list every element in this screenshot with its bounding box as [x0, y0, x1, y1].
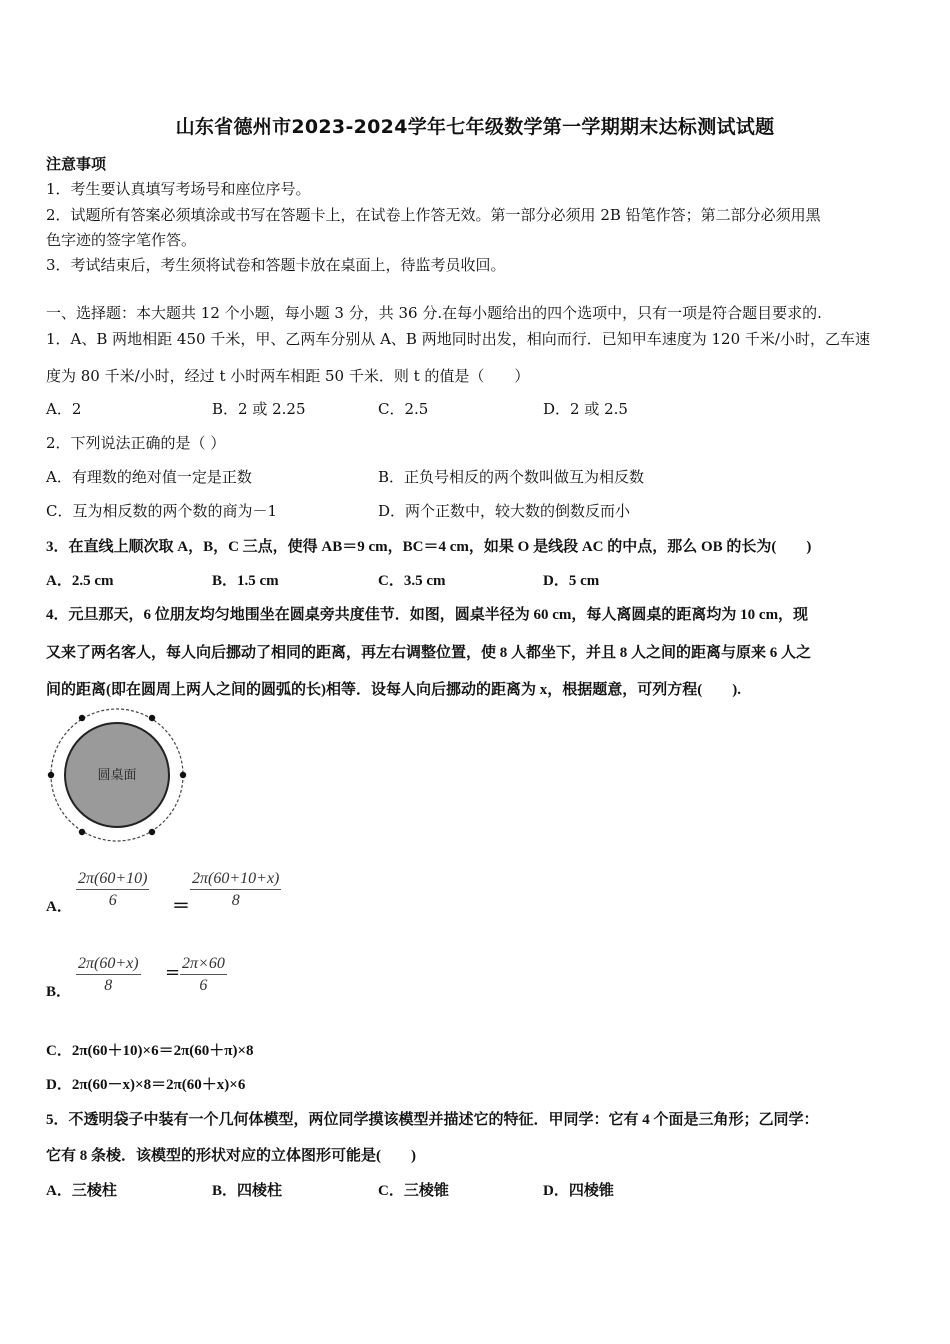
section-heading: 一、选择题：本大题共 12 个小题，每小题 3 分，共 36 分.在每小题给出的四个选项中，只有一项是符合题目要求的.: [46, 304, 822, 322]
denominator: 6: [108, 892, 117, 909]
question-4-text: 间的距离(即在圆周上两人之间的圆弧的长)相等．设每人向后挪动的距离为 x，根据题意，可列方程( ).: [46, 682, 741, 698]
notice-item: 3．考试结束后，考生须将试卷和答题卡放在桌面上，待监考员收回。: [46, 256, 506, 274]
numerator: 2π(60+x): [76, 955, 141, 975]
q3-option-c: C．3.5 cm: [378, 573, 446, 589]
q3-option-a: A．2.5 cm: [46, 573, 114, 589]
q3-option-b: B．1.5 cm: [212, 573, 279, 589]
q4-option-a-label: A．: [46, 899, 72, 915]
question-5-text: 5．不透明袋子中装有一个几何体模型，两位同学摸该模型并描述它的特征．甲同学：它有 4 个面是三角形；乙同学：: [46, 1112, 819, 1128]
q5-option-b: B．四棱柱: [212, 1183, 283, 1199]
notice-item: 1．考生要认真填写考场号和座位序号。: [46, 180, 311, 198]
q3-option-d: D．5 cm: [543, 573, 600, 589]
seat-dot: [48, 772, 54, 778]
notice-item: 色字迹的签字笔作答。: [46, 231, 197, 249]
equals-sign: =: [165, 962, 181, 983]
seat-dot: [180, 772, 186, 778]
q2-option-b: B．正负号相反的两个数叫做互为相反数: [378, 468, 645, 486]
q2-option-d: D．两个正数中，较大数的倒数反而小: [378, 502, 631, 520]
q1-option-a: A．2: [46, 400, 82, 418]
question-2-text: 2．下列说法正确的是（ ）: [46, 434, 226, 452]
numerator: 2π(60+10+x): [190, 870, 281, 890]
q4-option-b-label: B．: [46, 984, 72, 1000]
seat-dot: [79, 715, 85, 721]
q1-option-d: D．2 或 2.5: [543, 400, 628, 418]
notice-heading: 注意事项: [46, 155, 107, 173]
q2-option-c: C．互为相反数的两个数的商为－1: [46, 502, 278, 520]
q5-option-a: A．三棱柱: [46, 1183, 117, 1199]
seat-dot: [79, 829, 85, 835]
question-4-text: 又来了两名客人，每人向后挪动了相同的距离，再左右调整位置，使 8 人都坐下，并且 8 人之间的距离与原来 6 人之: [46, 645, 812, 661]
q1-option-c: C．2.5: [378, 400, 429, 418]
question-3-text: 3．在直线上顺次取 A，B，C 三点，使得 AB＝9 cm，BC＝4 cm，如果 O 是线段 AC 的中点，那么 OB 的长为( ): [46, 539, 812, 555]
seat-dot: [149, 829, 155, 835]
question-1-text: 1．A、B 两地相距 450 千米，甲、乙两车分别从 A、B 两地同时出发，相向而行．已知甲车速度为 120 千米/小时，乙车速: [46, 330, 870, 348]
q5-option-c: C．三棱锥: [378, 1183, 449, 1199]
q4-option-b-left-fraction: [76, 955, 141, 995]
q5-option-d: D．四棱锥: [543, 1183, 614, 1199]
denominator: 8: [231, 892, 240, 909]
q4-option-c: C．2π(60＋10)×6＝2π(60＋π)×8: [46, 1043, 254, 1059]
notice-item: 2．试题所有答案必须填涂或书写在答题卡上，在试卷上作答无效。第一部分必须用 2B 铅笔作答；第二部分必须用黑: [46, 206, 821, 224]
q4-option-d: D．2π(60－x)×8＝2π(60＋x)×6: [46, 1077, 246, 1093]
q1-option-b: B．2 或 2.25: [212, 400, 306, 418]
q4-option-a-right-fraction: [190, 870, 281, 910]
seat-dot: [149, 715, 155, 721]
numerator: 2π(60+10): [76, 870, 149, 890]
question-1-text: 度为 80 千米/小时，经过 t 小时两车相距 50 千米．则 t 的值是（ ）: [46, 367, 530, 385]
table-label: 圆桌面: [97, 768, 137, 783]
denominator: 6: [199, 977, 208, 994]
denominator: 8: [104, 977, 113, 994]
question-5-text: 它有 8 条棱．该模型的形状对应的立体图形可能是( ): [46, 1148, 416, 1164]
q4-option-a-left-fraction: [76, 870, 149, 910]
round-table-figure: [44, 706, 192, 844]
q4-option-b-right-fraction: [180, 955, 227, 995]
equals-sign: ＝: [172, 896, 190, 917]
numerator: 2π×60: [180, 955, 227, 975]
page-title: 山东省德州市2023-2024学年七年级数学第一学期期末达标测试试题: [175, 116, 775, 138]
q2-option-a: A．有理数的绝对值一定是正数: [46, 468, 252, 486]
question-4-text: 4．元旦那天，6 位朋友均匀地围坐在圆桌旁共度佳节．如图，圆桌半径为 60 cm，每人离圆桌的距离均为 10 cm，现: [46, 607, 809, 623]
